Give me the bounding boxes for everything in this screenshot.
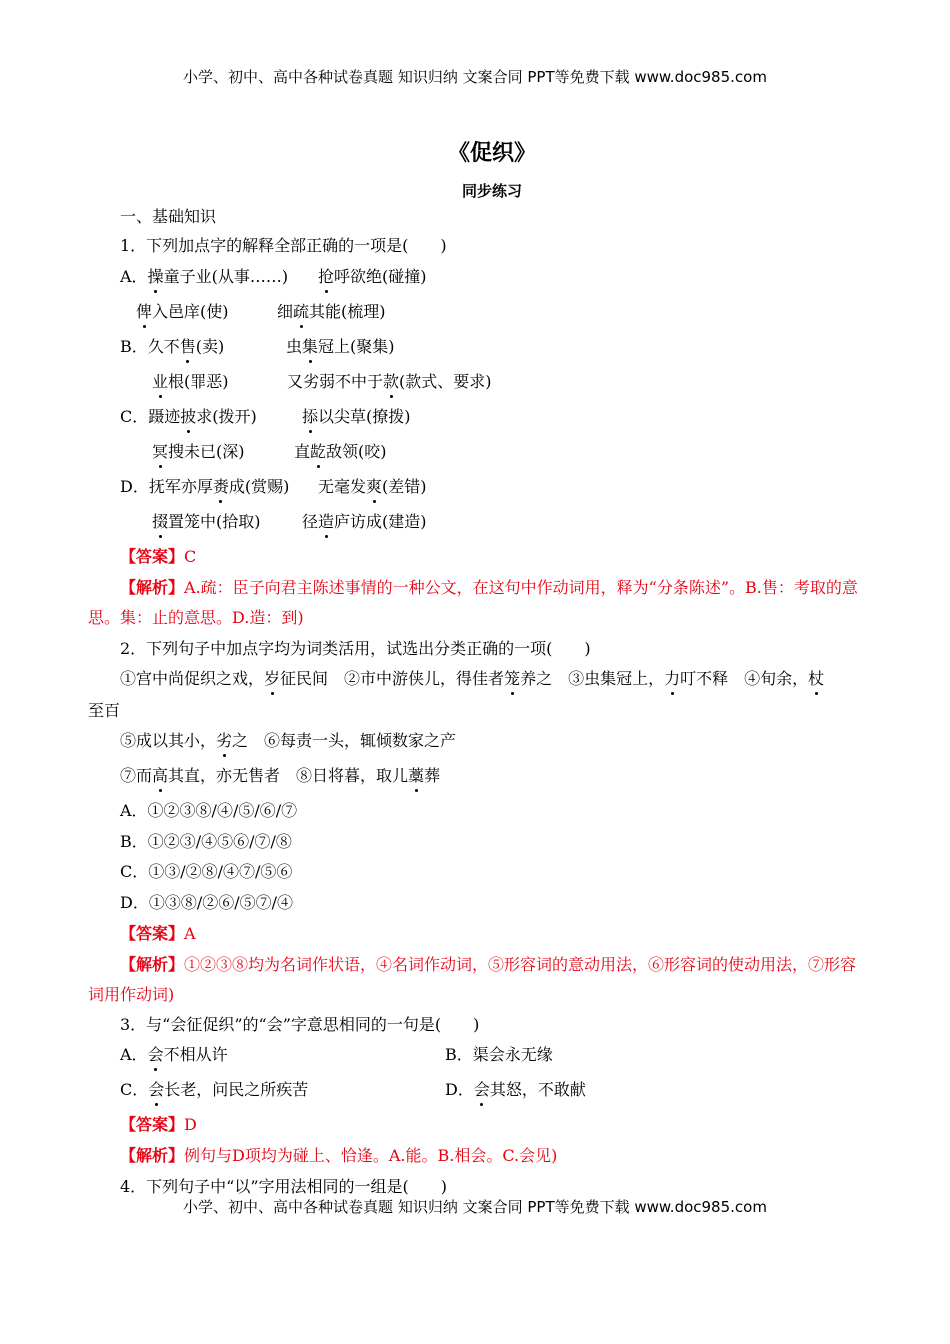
q3-option-b: B．渠会永无缘: [445, 1045, 553, 1064]
q1-option-a-2: 抢呼欲绝(碰撞): [318, 267, 427, 286]
q1-stem: 1．下列加点字的解释全部正确的一项是( ): [120, 236, 447, 255]
q3-option-c: C．会长老，问民之所疾苦: [120, 1080, 309, 1099]
q1-option-a-4: 细疏其能(梳理): [277, 302, 386, 321]
q2-sentences-line2: ⑤成以其小，劣之 ⑥每责一头，辄倾数家之产: [120, 731, 457, 750]
page-footer: 小学、初中、高中各种试卷真题 知识归纳 文案合同 PPT等免费下载 www.doc985.com: [183, 1198, 767, 1216]
q1-option-b: B．久不售(卖): [120, 337, 225, 356]
page-title: 《促织》: [447, 140, 536, 166]
q2-option-a: A．①②③⑧/④/⑤/⑥/⑦: [120, 801, 298, 820]
q4-stem: 4．下列句子中“以”字用法相同的一组是( ): [120, 1177, 448, 1196]
q1-option-b-2: 虫集冠上(聚集): [286, 337, 395, 356]
q1-option-b-4: 又劣弱不中于款(款式、要求): [287, 372, 492, 391]
q1-option-c-3: 冥搜未已(深): [152, 442, 245, 461]
q1-option-a: A．操童子业(从事……): [120, 267, 289, 286]
q1-option-d-3: 掇置笼中(拾取): [152, 512, 261, 531]
q1-option-a-3: 俾入邑庠(使): [136, 302, 229, 321]
q1-option-c: C．蹑迹披求(拨开): [120, 407, 257, 426]
q1-answer: 【答案】C: [120, 547, 197, 566]
q2-stem: 2．下列句子中加点字均为词类活用，试选出分类正确的一项( ): [120, 639, 591, 658]
q2-option-b: B．①②③/④⑤⑥/⑦/⑧: [120, 832, 292, 851]
q1-option-d-2: 无毫发爽(差错): [318, 477, 427, 496]
q2-option-c: C．①③/②⑧/④⑦/⑤⑥: [120, 862, 293, 881]
page-header: 小学、初中、高中各种试卷真题 知识归纳 文案合同 PPT等免费下载 www.doc985.com: [183, 68, 767, 86]
q1-analysis: 【解析】A.疏：臣子向君主陈述事情的一种公文，在这句中作动词用，释为“分条陈述”。B.售：考取的意思。集：止的意思。D.造：到): [88, 578, 858, 627]
q2-sentences-line1-cont: 至百: [88, 701, 121, 720]
q2-option-d: D．①③⑧/②⑥/⑤⑦/④: [120, 893, 294, 912]
q2-sentences-line1: ①宫中尚促织之戏，岁征民间 ②市中游侠儿，得佳者笼养之 ③虫集冠上，力叮不释 ④旬余，杖: [120, 669, 825, 688]
page-subtitle: 同步练习: [461, 182, 522, 200]
q3-analysis: 【解析】例句与D项均为碰上、恰逢。A.能。B.相会。C.会见): [120, 1146, 558, 1165]
q3-option-d: D．会其怒，不敢献: [445, 1080, 586, 1099]
q1-option-d-4: 径造庐访成(建造): [302, 512, 427, 531]
q1-option-c-4: 直龁敌领(咬): [294, 442, 387, 461]
q3-option-a: A．会不相从许: [120, 1045, 228, 1064]
q1-option-d: D．抚军亦厚赉成(赏赐): [120, 477, 290, 496]
q1-option-c-2: 掭以尖草(撩拨): [302, 407, 411, 426]
q2-sentences-line3: ⑦而高其直，亦无售者 ⑧日将暮，取儿藁葬: [120, 766, 441, 785]
q1-option-b-3: 业根(罪恶): [152, 372, 229, 391]
q3-stem: 3．与“会征促织”的“会”字意思相同的一句是( ): [120, 1015, 480, 1034]
q2-analysis: 【解析】①②③⑧均为名词作状语，④名词作动词，⑤形容词的意动用法，⑥形容词的使动用法，⑦形容词用作动词): [88, 955, 857, 1004]
section-heading: 一、基础知识: [120, 207, 217, 226]
q3-answer: 【答案】D: [120, 1115, 197, 1134]
q2-answer: 【答案】A: [120, 924, 196, 943]
